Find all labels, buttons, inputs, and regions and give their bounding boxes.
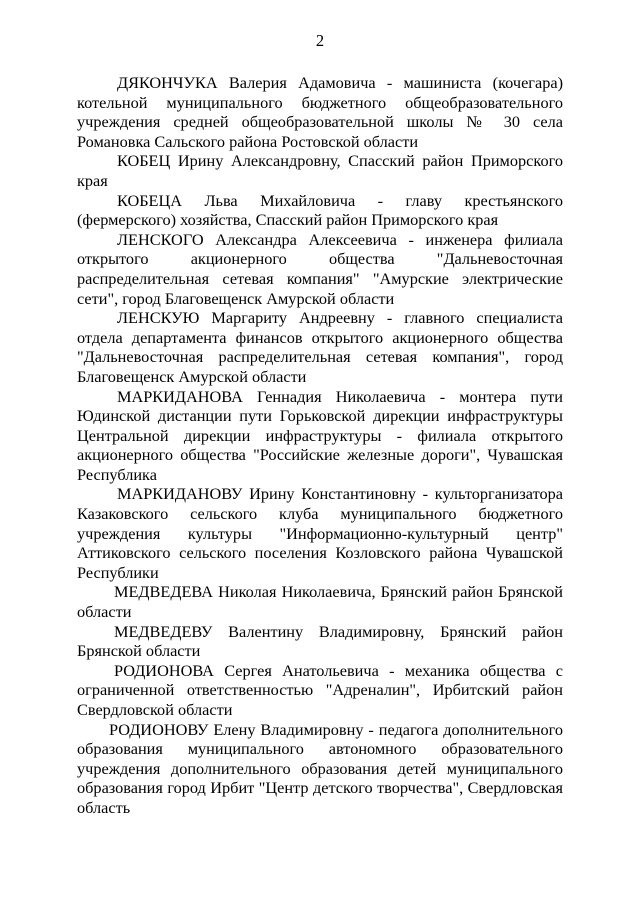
list-item-lensky-alexander: ЛЕНСКОГО Александра Алексеевича - инженера филиала открытого акционерного общества "Дальневосточная распределительная сетевая компания" "Амурские электрические сети", город Благовещенск Амурской области: [77, 229, 563, 308]
list-item-rodionov-sergey: РОДИОНОВА Сергея Анатольевича - механика общества с ограниченной ответственностью "Адреналин", Ирбитский район Свердловской области: [77, 660, 563, 719]
list-item-markidanov-gennady: МАРКИДАНОВА Геннадия Николаевича - монтера пути Юдинской дистанции пути Горьковской дирекции инфраструктуры Центральной дирекции инфраструктуры - филиала открытого акционерного общества "Российские железные дороги", Чувашская Республика: [77, 386, 563, 484]
list-item-medvedeva-valentina: МЕДВЕДЕВУ Валентину Владимировну, Брянский район Брянской области: [77, 621, 563, 661]
list-item-dyakonchuk: ДЯКОНЧУКА Валерия Адамовича - машиниста (кочегара) котельной муниципального бюджетного общеобразовательного учреждения средней общеобразовательной школы № 30 села Романовка Сальского района Ростовской области: [77, 73, 563, 151]
list-item-markidanova-irina: МАРКИДАНОВУ Ирину Константиновну - культорганизатора Казаковского сельского клуба муниципального бюджетного учреждения культуры "Информационно-культурный центр" Аттиковского сельского поселения Козловского района Чувашской Республики: [77, 484, 563, 582]
list-item-kobets-lev: КОБЕЦА Льва Михайловича - главу крестьянского (фермерского) хозяйства, Спасский район Приморского края: [77, 190, 563, 230]
list-item-rodionova-elena: РОДИОНОВУ Елену Владимировну - педагога дополнительного образования муниципального автономного образовательного учреждения дополнительного образования детей муниципального образования город Ирбит "Центр детского творчества", Свердловская область: [77, 719, 563, 817]
list-item-medvedev-nikolay: МЕДВЕДЕВА Николая Николаевича, Брянский район Брянской области: [77, 582, 563, 622]
page-number: 2: [315, 31, 325, 50]
award-list: [77, 73, 563, 818]
list-item-kobets-irina: КОБЕЦ Ирину Александровну, Спасский район Приморского края: [77, 151, 563, 190]
list-item-lenskaya-margarita: ЛЕНСКУЮ Маргариту Андреевну - главного специалиста отдела департамента финансов открытого акционерного общества "Дальневосточная распределительная сетевая компания", город Благовещенск Амурской области: [77, 308, 563, 386]
